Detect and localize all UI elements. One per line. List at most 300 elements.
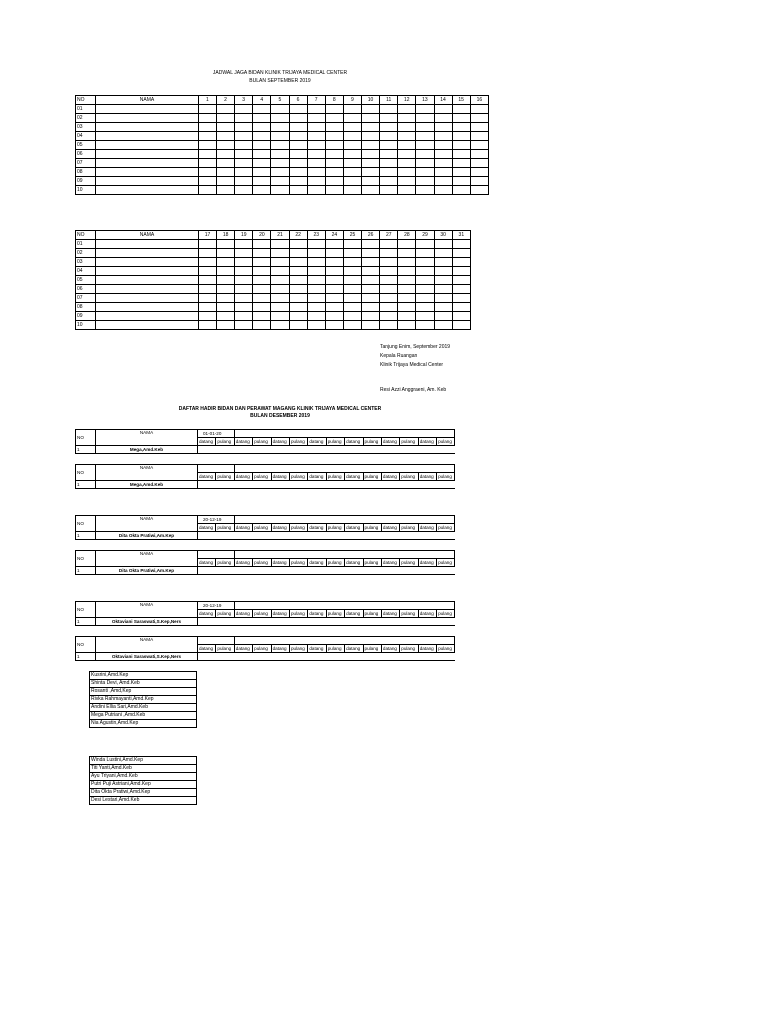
no-header: NO [76, 430, 96, 446]
shift-cell [343, 168, 361, 177]
row-number: 09 [76, 177, 96, 186]
shift-cell [362, 150, 380, 159]
shift-cell [362, 258, 380, 267]
attendance-blank [198, 618, 455, 626]
shift-cell [380, 258, 398, 267]
datang-label: datang [198, 559, 216, 567]
shift-cell [235, 132, 253, 141]
datang-label: datang [308, 610, 326, 618]
shift-cell [380, 240, 398, 249]
shift-cell [253, 123, 271, 132]
datang-label: datang [345, 645, 363, 653]
shift-cell [416, 276, 434, 285]
shift-cell [307, 114, 325, 123]
shift-cell [235, 186, 253, 195]
datang-label: datang [271, 438, 289, 446]
pulang-label: pulang [400, 438, 418, 446]
staff-name: Dita Okta Pratiwi,Am.Kep [96, 567, 198, 575]
row-number: 05 [76, 276, 96, 285]
shift-cell [325, 276, 343, 285]
shift-cell [271, 177, 289, 186]
shift-cell [325, 141, 343, 150]
name-cell [96, 150, 199, 159]
schedule-subtitle: BULAN SEPTEMBER 2019 [249, 78, 311, 84]
shift-cell [452, 267, 470, 276]
row-number: 10 [76, 186, 96, 195]
shift-cell [325, 267, 343, 276]
datang-label: datang [381, 473, 399, 481]
name-cell [96, 159, 199, 168]
signature-position: Kepala Ruangan [380, 353, 418, 359]
shift-cell [198, 114, 216, 123]
shift-cell [434, 285, 452, 294]
row-number: 09 [76, 312, 96, 321]
day-header: 18 [217, 231, 235, 240]
shift-cell [217, 177, 235, 186]
datang-label: datang [418, 610, 436, 618]
attendance-staff-row [76, 532, 455, 540]
shift-cell [217, 249, 235, 258]
shift-cell [307, 141, 325, 150]
shift-cell [398, 105, 416, 114]
shift-cell [325, 249, 343, 258]
shift-cell [325, 159, 343, 168]
shift-cell [362, 123, 380, 132]
shift-cell [416, 249, 434, 258]
shift-cell [289, 132, 307, 141]
shift-cell [253, 186, 271, 195]
shift-cell [380, 312, 398, 321]
shift-cell [434, 276, 452, 285]
row-number: 03 [76, 123, 96, 132]
shift-cell [398, 303, 416, 312]
shift-cell [434, 159, 452, 168]
shift-cell [198, 168, 216, 177]
shift-cell [271, 114, 289, 123]
shift-cell [253, 150, 271, 159]
shift-cell [217, 294, 235, 303]
schedule-row [76, 150, 489, 159]
datang-label: datang [418, 438, 436, 446]
attendance-staff-row [76, 446, 455, 454]
shift-cell [198, 186, 216, 195]
shift-cell [307, 276, 325, 285]
datang-label: datang [308, 559, 326, 567]
shift-cell [198, 294, 216, 303]
list-item [90, 712, 197, 720]
shift-cell [217, 312, 235, 321]
row-number: 04 [76, 132, 96, 141]
shift-cell [325, 177, 343, 186]
staff-name: Desi Lestari,Amd.Keb [90, 797, 197, 805]
day-header: 12 [398, 96, 416, 105]
shift-cell [416, 294, 434, 303]
shift-cell [198, 285, 216, 294]
no-header: NO [76, 602, 96, 618]
day-header: 31 [452, 231, 470, 240]
row-number: 1 [76, 532, 96, 540]
shift-cell [325, 123, 343, 132]
name-cell [96, 105, 199, 114]
shift-cell [452, 240, 470, 249]
day-header: 9 [343, 96, 361, 105]
pulang-label: pulang [400, 610, 418, 618]
shift-cell [470, 114, 488, 123]
shift-cell [398, 285, 416, 294]
pulang-label: pulang [216, 559, 234, 567]
attendance-blank [198, 653, 455, 661]
staff-name: Mega,Amd.Keb [96, 446, 198, 454]
shift-cell [217, 159, 235, 168]
pulang-label: pulang [363, 559, 381, 567]
shift-cell [380, 285, 398, 294]
shift-cell [470, 132, 488, 141]
shift-cell [380, 276, 398, 285]
shift-cell [289, 276, 307, 285]
datang-label: datang [308, 645, 326, 653]
no-header: NO [76, 96, 96, 105]
shift-cell [380, 267, 398, 276]
pulang-label: pulang [437, 473, 455, 481]
shift-cell [253, 294, 271, 303]
staff-list-1 [89, 671, 197, 728]
no-header: NO [76, 231, 96, 240]
row-number: 1 [76, 481, 96, 489]
shift-cell [325, 186, 343, 195]
shift-cell [380, 123, 398, 132]
list-item [90, 720, 197, 728]
row-number: 08 [76, 303, 96, 312]
list-item [90, 696, 197, 704]
shift-cell [380, 321, 398, 330]
attendance-staff-row [76, 653, 455, 661]
day-header: 27 [380, 231, 398, 240]
name-header: NAMA [96, 516, 198, 532]
shift-cell [217, 240, 235, 249]
shift-cell [343, 141, 361, 150]
attendance-table [75, 429, 455, 454]
staff-name: Dita Okta Pratiwi,Am.Kep [96, 532, 198, 540]
shift-cell [307, 321, 325, 330]
shift-cell [235, 105, 253, 114]
shift-cell [217, 321, 235, 330]
shift-cell [289, 267, 307, 276]
day-header: 14 [434, 96, 452, 105]
shift-cell [235, 276, 253, 285]
pulang-label: pulang [437, 559, 455, 567]
shift-cell [198, 249, 216, 258]
shift-cell [380, 303, 398, 312]
shift-cell [271, 312, 289, 321]
pulang-label: pulang [326, 524, 344, 532]
shift-cell [416, 141, 434, 150]
day-header: 3 [235, 96, 253, 105]
shift-cell [452, 285, 470, 294]
pulang-label: pulang [253, 610, 271, 618]
shift-cell [416, 240, 434, 249]
pulang-label: pulang [253, 438, 271, 446]
shift-cell [198, 240, 216, 249]
staff-name: Dita Okta Pratiwi,Amd.Kep [90, 789, 197, 797]
shift-cell [289, 150, 307, 159]
shift-cell [235, 240, 253, 249]
row-number: 10 [76, 321, 96, 330]
attendance-date [198, 551, 235, 559]
name-cell [96, 177, 199, 186]
row-number: 03 [76, 258, 96, 267]
shift-cell [217, 186, 235, 195]
shift-cell [253, 312, 271, 321]
row-number: 06 [76, 150, 96, 159]
shift-cell [343, 114, 361, 123]
list-item [90, 672, 197, 680]
shift-cell [235, 114, 253, 123]
date-spacer [234, 551, 455, 559]
attendance-date: 20-12-19 [198, 516, 235, 524]
name-cell [96, 285, 199, 294]
shift-cell [289, 186, 307, 195]
schedule-header-row [76, 231, 471, 240]
pulang-label: pulang [289, 559, 307, 567]
shift-cell [452, 159, 470, 168]
shift-cell [289, 240, 307, 249]
shift-cell [434, 294, 452, 303]
shift-cell [362, 141, 380, 150]
datang-label: datang [381, 645, 399, 653]
staff-name: Rivka Rahmayanti,Amd.Kep [90, 696, 197, 704]
attendance-table [75, 515, 455, 540]
attendance-staff-row [76, 618, 455, 626]
shift-cell [235, 177, 253, 186]
shift-cell [452, 132, 470, 141]
shift-cell [289, 168, 307, 177]
list-item [90, 680, 197, 688]
shift-cell [398, 159, 416, 168]
staff-name: Oktaviani Saraswati,S.Kep,Ners [96, 618, 198, 626]
row-number: 1 [76, 446, 96, 454]
pulang-label: pulang [326, 473, 344, 481]
pulang-label: pulang [216, 524, 234, 532]
shift-cell [452, 321, 470, 330]
shift-cell [343, 276, 361, 285]
pulang-label: pulang [289, 473, 307, 481]
schedule-row [76, 186, 489, 195]
name-cell [96, 321, 199, 330]
schedule-row [76, 321, 471, 330]
attendance-blank [198, 481, 455, 489]
name-cell [96, 303, 199, 312]
shift-cell [434, 240, 452, 249]
shift-cell [416, 312, 434, 321]
schedule-row [76, 114, 489, 123]
row-number: 07 [76, 294, 96, 303]
list-item [90, 704, 197, 712]
shift-cell [343, 249, 361, 258]
schedule-row [76, 105, 489, 114]
shift-cell [307, 150, 325, 159]
shift-cell [452, 114, 470, 123]
shift-cell [271, 249, 289, 258]
shift-cell [362, 249, 380, 258]
shift-cell [307, 258, 325, 267]
shift-cell [416, 285, 434, 294]
shift-cell [253, 132, 271, 141]
shift-cell [452, 141, 470, 150]
shift-cell [325, 168, 343, 177]
attendance-date: 20-12-19 [198, 602, 235, 610]
shift-cell [217, 285, 235, 294]
shift-cell [362, 168, 380, 177]
day-header: 13 [416, 96, 434, 105]
shift-cell [253, 159, 271, 168]
datang-label: datang [308, 438, 326, 446]
pulang-label: pulang [216, 645, 234, 653]
shift-cell [380, 294, 398, 303]
list-item [90, 757, 197, 765]
pulang-label: pulang [289, 610, 307, 618]
shift-cell [343, 240, 361, 249]
staff-name: Mega,Amd.Keb [96, 481, 198, 489]
day-header: 1 [198, 96, 216, 105]
pulang-label: pulang [253, 645, 271, 653]
day-header: 25 [343, 231, 361, 240]
datang-label: datang [234, 473, 252, 481]
staff-name: Mega Putriani ,Amd.Keb [90, 712, 197, 720]
datang-label: datang [381, 524, 399, 532]
attendance-blank [198, 446, 455, 454]
shift-cell [307, 168, 325, 177]
no-header: NO [76, 516, 96, 532]
schedule-row [76, 249, 471, 258]
shift-cell [398, 258, 416, 267]
shift-cell [325, 303, 343, 312]
shift-cell [198, 312, 216, 321]
shift-cell [325, 114, 343, 123]
shift-cell [380, 132, 398, 141]
shift-cell [416, 114, 434, 123]
datang-label: datang [271, 645, 289, 653]
schedule-row [76, 276, 471, 285]
shift-cell [289, 105, 307, 114]
shift-cell [253, 285, 271, 294]
pulang-label: pulang [400, 473, 418, 481]
date-spacer [234, 637, 455, 645]
shift-cell [434, 249, 452, 258]
shift-cell [380, 141, 398, 150]
datang-label: datang [418, 524, 436, 532]
day-header: 16 [470, 96, 488, 105]
shift-cell [343, 105, 361, 114]
shift-cell [289, 312, 307, 321]
row-number: 02 [76, 114, 96, 123]
shift-cell [452, 303, 470, 312]
pulang-label: pulang [326, 438, 344, 446]
staff-name: Shinta Devi, Amd.Keb [90, 680, 197, 688]
datang-label: datang [381, 438, 399, 446]
shift-cell [380, 114, 398, 123]
row-number: 07 [76, 159, 96, 168]
shift-cell [434, 303, 452, 312]
date-spacer [234, 465, 455, 473]
pulang-label: pulang [363, 610, 381, 618]
staff-name: Kusrini,Amd.Kep [90, 672, 197, 680]
shift-cell [380, 249, 398, 258]
name-cell [96, 258, 199, 267]
shift-cell [253, 267, 271, 276]
shift-cell [362, 303, 380, 312]
shift-cell [452, 312, 470, 321]
shift-cell [217, 114, 235, 123]
shift-cell [452, 258, 470, 267]
shift-cell [271, 276, 289, 285]
datang-label: datang [308, 473, 326, 481]
day-header: 21 [271, 231, 289, 240]
shift-cell [343, 177, 361, 186]
shift-cell [325, 240, 343, 249]
shift-cell [343, 258, 361, 267]
attendance-subtitle: BULAN DESEMBER 2019 [250, 413, 310, 419]
shift-cell [380, 186, 398, 195]
shift-cell [235, 159, 253, 168]
schedule-row [76, 132, 489, 141]
shift-cell [289, 258, 307, 267]
day-header: 17 [198, 231, 216, 240]
shift-cell [235, 168, 253, 177]
datang-label: datang [345, 438, 363, 446]
shift-cell [434, 132, 452, 141]
pulang-label: pulang [363, 645, 381, 653]
shift-cell [325, 105, 343, 114]
schedule-row [76, 285, 471, 294]
day-header: 8 [325, 96, 343, 105]
day-header: 28 [398, 231, 416, 240]
datang-label: datang [381, 610, 399, 618]
attendance-table [75, 550, 455, 575]
shift-cell [470, 168, 488, 177]
schedule-table-days-17-31 [75, 230, 471, 330]
shift-cell [325, 294, 343, 303]
shift-cell [271, 285, 289, 294]
shift-cell [398, 267, 416, 276]
shift-cell [434, 258, 452, 267]
shift-cell [343, 159, 361, 168]
day-header: 6 [289, 96, 307, 105]
pulang-label: pulang [253, 559, 271, 567]
shift-cell [271, 141, 289, 150]
shift-cell [289, 159, 307, 168]
pulang-label: pulang [400, 524, 418, 532]
pulang-label: pulang [253, 524, 271, 532]
shift-cell [307, 285, 325, 294]
day-header: 4 [253, 96, 271, 105]
shift-cell [271, 321, 289, 330]
shift-cell [452, 177, 470, 186]
shift-cell [235, 258, 253, 267]
shift-cell [434, 312, 452, 321]
datang-label: datang [234, 438, 252, 446]
name-cell [96, 123, 199, 132]
pulang-label: pulang [437, 610, 455, 618]
name-header: NAMA [96, 551, 198, 567]
row-number: 01 [76, 240, 96, 249]
no-header: NO [76, 551, 96, 567]
name-cell [96, 240, 199, 249]
shift-cell [416, 105, 434, 114]
datang-label: datang [234, 559, 252, 567]
shift-cell [343, 294, 361, 303]
staff-name: Oktaviani Saraswati,S.Kep,Ners [96, 653, 198, 661]
shift-cell [416, 321, 434, 330]
